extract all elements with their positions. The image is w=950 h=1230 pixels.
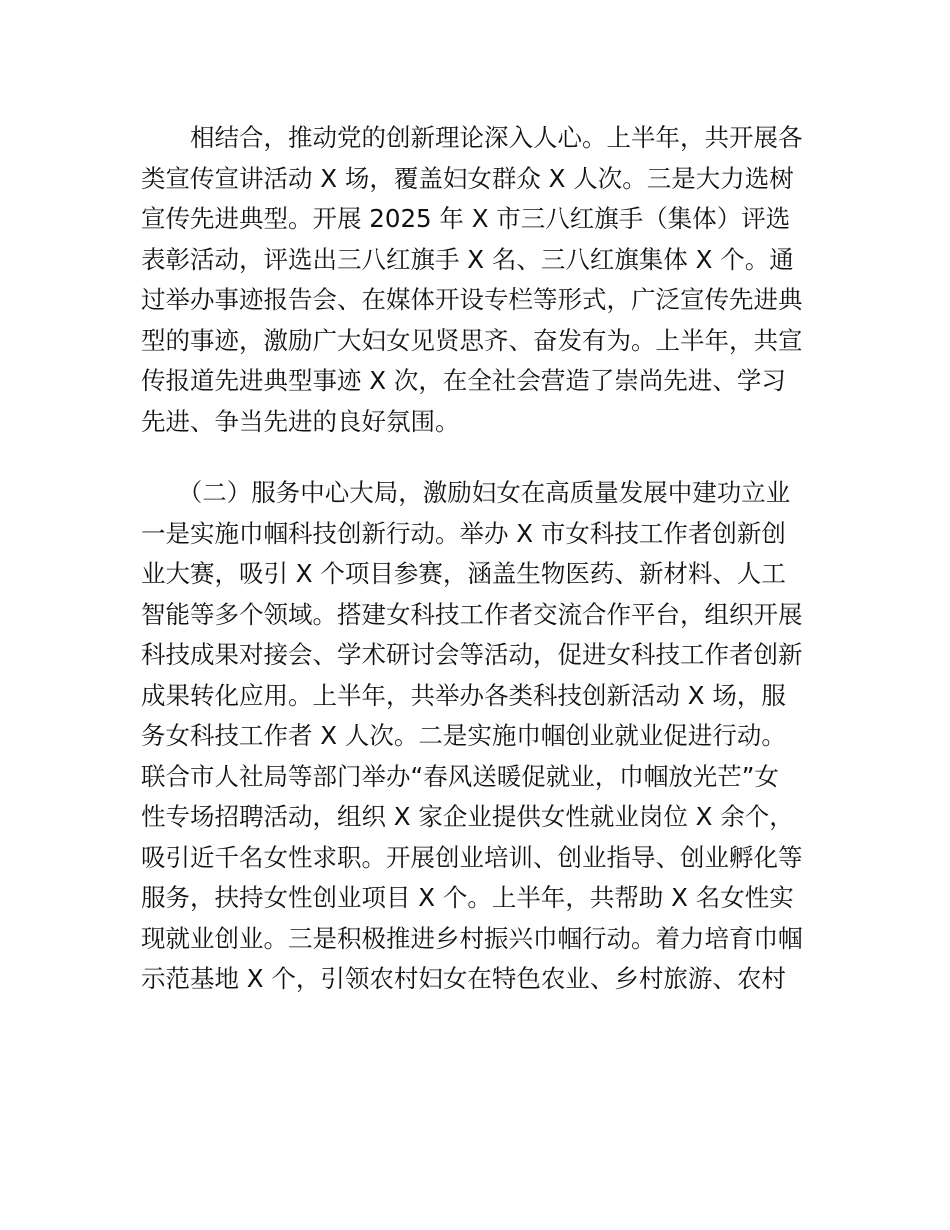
section-heading-line: （二）服务中心大局，激励妇女在高质量发展中建功立业 xyxy=(141,478,791,507)
text-line: 一是实施巾帼科技创新行动。举办 X 市女科技工作者创新创 xyxy=(141,518,786,548)
text-line: 科技成果对接会、学术研讨会等活动，促进女科技工作者创新 xyxy=(141,640,803,669)
paragraph-1 xyxy=(141,118,816,442)
text-line: 先进、争当先进的良好氛围。 xyxy=(141,406,460,436)
text-line: 吸引近千名女性求职。开展创业培训、创业指导、创业孵化等 xyxy=(141,842,803,872)
text-line: 业大赛，吸引 X 个项目参赛，涵盖生物医药、新材料、人工 xyxy=(141,559,786,588)
text-line: 相结合，推动党的创新理论深入人心。上半年，共开展各 xyxy=(141,123,803,152)
text-line: 示范基地 X 个，引领农村妇女在特色农业、乡村旅游、农村 xyxy=(141,964,786,993)
text-line: 服务，扶持女性创业项目 X 个。上半年，共帮助 X 名女性实 xyxy=(141,883,794,912)
paragraph-2 xyxy=(141,473,816,1000)
text-line: 现就业创业。三是积极推进乡村振兴巾帼行动。着力培育巾帼 xyxy=(141,923,803,953)
text-line: 联合市人社局等部门举办“春风送暖促就业，巾帼放光芒”女 xyxy=(141,761,779,791)
text-line: 智能等多个领域。搭建女科技工作者交流合作平台，组织开展 xyxy=(141,599,803,629)
text-line: 传报道先进典型事迹 X 次，在全社会营造了崇尚先进、学习 xyxy=(141,366,786,395)
text-line: 表彰活动，评选出三八红旗手 X 名、三八红旗集体 X 个。通 xyxy=(141,244,794,274)
text-line: 成果转化应用。上半年，共举办各类科技创新活动 X 场，服 xyxy=(141,680,786,710)
text-line: 性专场招聘活动，组织 X 家企业提供女性就业岗位 X 余个， xyxy=(141,802,794,831)
text-line: 宣传先进典型。开展 2025 年 X 市三八红旗手（集体）评选 xyxy=(141,204,791,233)
text-line: 类宣传宣讲活动 X 场，覆盖妇女群众 X 人次。三是大力选树 xyxy=(141,163,794,193)
text-line: 型的事迹，激励广大妇女见贤思齐、奋发有为。上半年，共宣 xyxy=(141,325,803,355)
text-line: 过举办事迹报告会、在媒体开设专栏等形式，广泛宣传先进典 xyxy=(141,285,803,314)
text-line: 务女科技工作者 X 人次。二是实施巾帼创业就业促进行动。 xyxy=(141,721,786,750)
